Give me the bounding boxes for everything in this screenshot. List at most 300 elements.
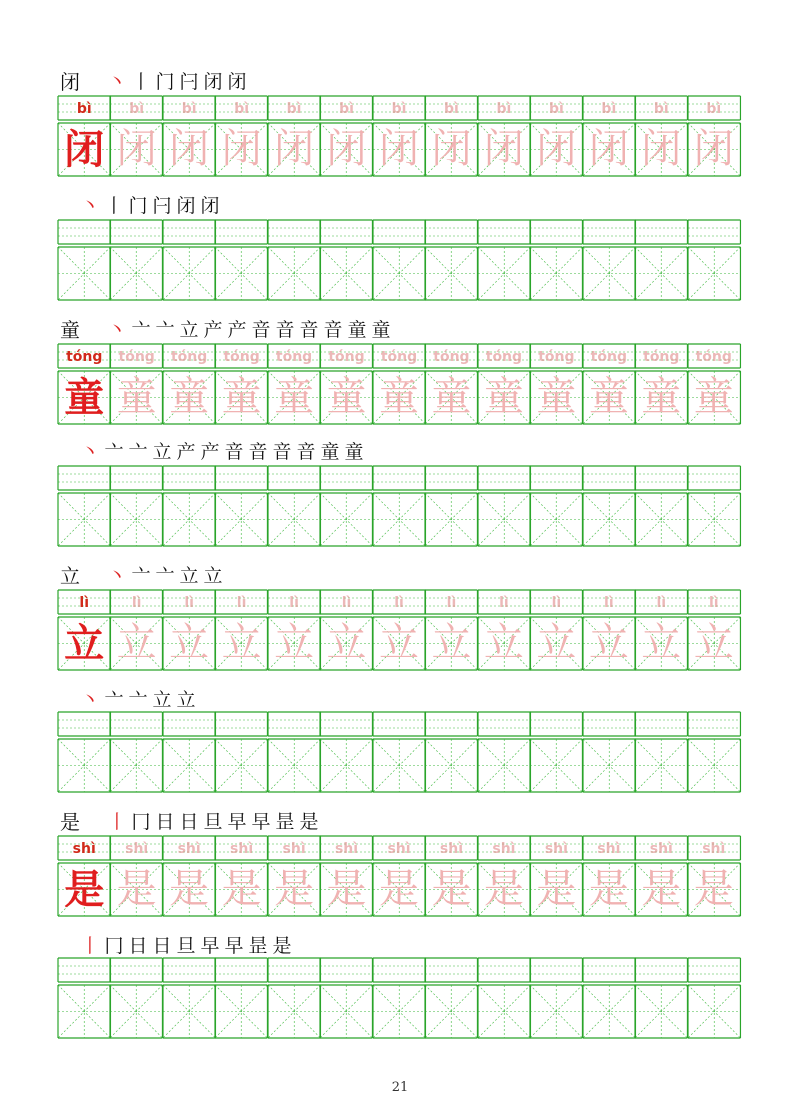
blank-practice-cell[interactable] bbox=[478, 220, 530, 300]
blank-practice-cell[interactable] bbox=[583, 712, 635, 792]
blank-practice-cell[interactable] bbox=[215, 220, 267, 300]
stroke-steps bbox=[107, 70, 247, 94]
stroke-step: 是 bbox=[272, 935, 292, 957]
blank-practice-cell[interactable] bbox=[425, 220, 477, 300]
stroke-steps bbox=[80, 934, 292, 958]
cell-grid-lines bbox=[58, 220, 110, 300]
trace-cell bbox=[530, 344, 582, 424]
blank-practice-cell[interactable] bbox=[320, 958, 372, 1038]
blank-practice-cell[interactable] bbox=[425, 466, 477, 546]
trace-character: 立 bbox=[221, 620, 262, 666]
blank-practice-cell[interactable] bbox=[373, 712, 425, 792]
stroke-step: 闭 bbox=[203, 71, 223, 93]
trace-cell bbox=[425, 96, 477, 176]
pinyin-label: shì bbox=[125, 841, 149, 857]
blank-practice-cell[interactable] bbox=[215, 466, 267, 546]
stroke-step: 丨 bbox=[107, 811, 127, 833]
trace-character: 立 bbox=[116, 620, 157, 666]
pinyin-label: bì bbox=[234, 101, 250, 117]
model-cell bbox=[58, 344, 110, 424]
trace-cell bbox=[268, 590, 320, 670]
pinyin-label: bì bbox=[129, 101, 145, 117]
trace-character: 童 bbox=[169, 374, 210, 420]
stroke-step: 早 bbox=[227, 811, 247, 833]
trace-cell bbox=[110, 590, 162, 670]
stroke-steps bbox=[107, 810, 319, 834]
trace-character: 是 bbox=[431, 866, 472, 912]
blank-practice-cell[interactable] bbox=[110, 466, 162, 546]
pinyin-label: shì bbox=[597, 841, 621, 857]
stroke-step: 立 bbox=[179, 319, 199, 341]
blank-practice-cell[interactable] bbox=[688, 712, 740, 792]
trace-cell bbox=[110, 344, 162, 424]
trace-character: 童 bbox=[693, 374, 734, 420]
trace-character: 是 bbox=[536, 866, 577, 912]
cell-grid-lines bbox=[373, 466, 425, 546]
trace-cell bbox=[635, 590, 687, 670]
blank-practice-cell[interactable] bbox=[478, 958, 530, 1038]
cell-grid-lines bbox=[688, 958, 740, 1038]
cell-grid-lines bbox=[268, 712, 320, 792]
pinyin-label: bì bbox=[76, 101, 92, 117]
cell-grid-lines bbox=[530, 220, 582, 300]
stroke-step: 日 bbox=[128, 935, 148, 957]
cell-grid-lines bbox=[425, 958, 477, 1038]
trace-character: 是 bbox=[693, 866, 734, 912]
stroke-step: 闭 bbox=[176, 195, 196, 217]
stroke-step: 亠 bbox=[104, 441, 124, 463]
trace-character: 是 bbox=[326, 866, 367, 912]
trace-cell bbox=[373, 96, 425, 176]
pinyin-label: shì bbox=[492, 841, 516, 857]
trace-cell bbox=[215, 96, 267, 176]
stroke-step: 旦 bbox=[176, 935, 196, 957]
trace-cell bbox=[425, 590, 477, 670]
cell-grid-lines bbox=[215, 958, 267, 1038]
stroke-step: 亠 bbox=[131, 319, 151, 341]
trace-cell bbox=[583, 836, 635, 916]
pinyin-label: lì bbox=[551, 595, 562, 611]
trace-character: 是 bbox=[116, 866, 157, 912]
pinyin-label: shì bbox=[439, 841, 463, 857]
stroke-step: 丶 bbox=[107, 319, 127, 341]
stroke-step: 是 bbox=[299, 811, 319, 833]
character-label: 闭 bbox=[60, 70, 80, 94]
trace-cell bbox=[478, 590, 530, 670]
trace-character: 是 bbox=[483, 866, 524, 912]
trace-character: 立 bbox=[641, 620, 682, 666]
stroke-step: 音 bbox=[224, 441, 244, 463]
stroke-step: 丶 bbox=[80, 195, 100, 217]
blank-practice-cell[interactable] bbox=[163, 712, 215, 792]
cell-grid-lines bbox=[478, 466, 530, 546]
cell-grid-lines bbox=[688, 466, 740, 546]
trace-cell bbox=[530, 836, 582, 916]
cell-grid-lines bbox=[268, 958, 320, 1038]
stroke-step: 旦 bbox=[203, 811, 223, 833]
trace-cell bbox=[478, 344, 530, 424]
cell-grid-lines bbox=[58, 712, 110, 792]
blank-practice-cell[interactable] bbox=[583, 220, 635, 300]
blank-practice-cell[interactable] bbox=[425, 712, 477, 792]
cell-grid-lines bbox=[373, 220, 425, 300]
stroke-order-line bbox=[60, 312, 760, 342]
trace-character: 闭 bbox=[274, 126, 315, 172]
trace-character: 立 bbox=[326, 620, 367, 666]
model-writing-row bbox=[58, 344, 740, 424]
practice-writing-row bbox=[58, 958, 740, 1038]
blank-practice-cell[interactable] bbox=[268, 712, 320, 792]
trace-character: 是 bbox=[221, 866, 262, 912]
cell-grid-lines bbox=[530, 958, 582, 1038]
stroke-step: 立 bbox=[176, 689, 196, 711]
cell-grid-lines bbox=[583, 958, 635, 1038]
pinyin-label: bì bbox=[444, 101, 459, 117]
trace-character: 立 bbox=[483, 620, 524, 666]
cell-grid-lines bbox=[425, 220, 477, 300]
stroke-step: 昰 bbox=[248, 935, 268, 957]
pinyin-label: lì bbox=[289, 595, 299, 611]
trace-character: 立 bbox=[588, 620, 629, 666]
cell-grid-lines bbox=[688, 220, 740, 300]
trace-cell bbox=[373, 344, 425, 424]
model-character: 童 bbox=[64, 374, 105, 421]
trace-character: 立 bbox=[693, 620, 734, 666]
blank-practice-cell[interactable] bbox=[373, 958, 425, 1038]
pinyin-label: lì bbox=[394, 595, 404, 611]
pinyin-label: tóng bbox=[223, 349, 260, 365]
trace-character: 是 bbox=[588, 866, 629, 912]
trace-character: 闭 bbox=[326, 126, 367, 172]
pinyin-label: lì bbox=[341, 595, 352, 611]
stroke-step: 音 bbox=[323, 319, 343, 341]
trace-cell bbox=[688, 836, 740, 916]
stroke-step: 音 bbox=[272, 441, 292, 463]
stroke-step: 门 bbox=[128, 195, 148, 217]
cell-grid-lines bbox=[688, 712, 740, 792]
trace-cell bbox=[268, 96, 320, 176]
trace-cell bbox=[688, 344, 740, 424]
practice-stroke-order-line bbox=[60, 188, 780, 218]
trace-cell bbox=[163, 96, 215, 176]
stroke-step: 丨 bbox=[104, 195, 124, 217]
cell-grid-lines bbox=[583, 466, 635, 546]
blank-practice-cell[interactable] bbox=[635, 958, 687, 1038]
blank-practice-cell[interactable] bbox=[320, 220, 372, 300]
trace-cell bbox=[635, 96, 687, 176]
stroke-step: 立 bbox=[203, 565, 223, 587]
blank-practice-cell[interactable] bbox=[320, 712, 372, 792]
cell-grid-lines bbox=[478, 958, 530, 1038]
cell-grid-lines bbox=[215, 466, 267, 546]
stroke-step: 丨 bbox=[131, 71, 151, 93]
trace-character: 立 bbox=[536, 620, 577, 666]
blank-practice-cell[interactable] bbox=[583, 958, 635, 1038]
trace-cell bbox=[163, 590, 215, 670]
blank-practice-cell[interactable] bbox=[373, 220, 425, 300]
trace-character: 童 bbox=[431, 374, 472, 420]
trace-character: 立 bbox=[274, 620, 315, 666]
trace-character: 闭 bbox=[116, 126, 157, 172]
stroke-step: 音 bbox=[275, 319, 295, 341]
blank-practice-cell[interactable] bbox=[268, 220, 320, 300]
stroke-step: 日 bbox=[152, 935, 172, 957]
stroke-step: 童 bbox=[371, 319, 391, 341]
stroke-step: 闭 bbox=[200, 195, 220, 217]
model-character: 立 bbox=[64, 620, 105, 667]
trace-character: 立 bbox=[378, 620, 419, 666]
trace-character: 闭 bbox=[221, 126, 262, 172]
stroke-step: 早 bbox=[200, 935, 220, 957]
pinyin-label: lì bbox=[184, 595, 194, 611]
trace-cell bbox=[110, 836, 162, 916]
stroke-step: 亠 bbox=[104, 689, 124, 711]
model-writing-row bbox=[58, 590, 740, 670]
pinyin-label: lì bbox=[708, 595, 719, 611]
pinyin-label: lì bbox=[236, 595, 247, 611]
blank-practice-cell[interactable] bbox=[58, 220, 110, 300]
trace-character: 是 bbox=[274, 866, 315, 912]
trace-character: 童 bbox=[221, 374, 262, 420]
model-character: 是 bbox=[64, 866, 105, 913]
blank-practice-cell[interactable] bbox=[635, 712, 687, 792]
blank-practice-cell[interactable] bbox=[688, 958, 740, 1038]
blank-practice-cell[interactable] bbox=[268, 466, 320, 546]
blank-practice-cell[interactable] bbox=[268, 958, 320, 1038]
trace-character: 立 bbox=[169, 620, 210, 666]
trace-character: 童 bbox=[588, 374, 629, 420]
cell-grid-lines bbox=[163, 220, 215, 300]
stroke-step: 音 bbox=[299, 319, 319, 341]
pinyin-label: bì bbox=[286, 101, 302, 117]
stroke-step: 门 bbox=[155, 71, 175, 93]
pinyin-label: bì bbox=[496, 101, 512, 117]
cell-grid-lines bbox=[320, 712, 372, 792]
stroke-step: 丶 bbox=[80, 441, 100, 463]
stroke-steps bbox=[80, 194, 220, 218]
pinyin-label: tóng bbox=[433, 349, 470, 365]
model-writing-row bbox=[58, 96, 740, 176]
stroke-step: 产 bbox=[227, 319, 247, 341]
trace-character: 是 bbox=[378, 866, 419, 912]
blank-practice-cell[interactable] bbox=[163, 958, 215, 1038]
stroke-step: 丶 bbox=[107, 565, 127, 587]
cell-grid-lines bbox=[58, 958, 110, 1038]
trace-character: 闭 bbox=[641, 126, 682, 172]
trace-character: 闭 bbox=[588, 126, 629, 172]
trace-cell bbox=[425, 836, 477, 916]
stroke-step: 日 bbox=[179, 811, 199, 833]
cell-grid-lines bbox=[215, 220, 267, 300]
pinyin-label: tóng bbox=[695, 349, 732, 365]
cell-grid-lines bbox=[530, 466, 582, 546]
cell-grid-lines bbox=[163, 958, 215, 1038]
stroke-step: 丶 bbox=[107, 71, 127, 93]
blank-practice-cell[interactable] bbox=[58, 466, 110, 546]
trace-character: 闭 bbox=[536, 126, 577, 172]
stroke-steps bbox=[107, 564, 223, 588]
blank-practice-cell[interactable] bbox=[163, 466, 215, 546]
cell-grid-lines bbox=[478, 712, 530, 792]
cell-grid-lines bbox=[635, 712, 687, 792]
trace-cell bbox=[478, 836, 530, 916]
blank-practice-cell[interactable] bbox=[635, 220, 687, 300]
blank-practice-cell[interactable] bbox=[110, 220, 162, 300]
stroke-step: 冂 bbox=[104, 935, 124, 957]
trace-cell bbox=[688, 96, 740, 176]
stroke-steps bbox=[80, 440, 364, 464]
character-label: 立 bbox=[60, 564, 80, 588]
stroke-order-line bbox=[60, 64, 760, 94]
trace-cell bbox=[215, 836, 267, 916]
blank-practice-cell[interactable] bbox=[688, 220, 740, 300]
stroke-step: 童 bbox=[344, 441, 364, 463]
stroke-step: 昰 bbox=[275, 811, 295, 833]
cell-grid-lines bbox=[425, 466, 477, 546]
trace-character: 闭 bbox=[169, 126, 210, 172]
trace-character: 童 bbox=[378, 374, 419, 420]
trace-character: 童 bbox=[641, 374, 682, 420]
cell-grid-lines bbox=[110, 466, 162, 546]
pinyin-label: lì bbox=[604, 595, 614, 611]
trace-cell bbox=[110, 96, 162, 176]
pinyin-label: lì bbox=[446, 595, 457, 611]
trace-character: 闭 bbox=[693, 126, 734, 172]
trace-character: 童 bbox=[274, 374, 315, 420]
trace-cell bbox=[373, 590, 425, 670]
blank-practice-cell[interactable] bbox=[320, 466, 372, 546]
blank-practice-cell[interactable] bbox=[530, 712, 582, 792]
cell-grid-lines bbox=[583, 220, 635, 300]
pinyin-label: shì bbox=[649, 841, 673, 857]
cell-grid-lines bbox=[163, 712, 215, 792]
character-label: 童 bbox=[60, 318, 80, 342]
cell-grid-lines bbox=[635, 958, 687, 1038]
stroke-step: 产 bbox=[200, 441, 220, 463]
pinyin-label: shì bbox=[230, 841, 254, 857]
trace-character: 闭 bbox=[483, 126, 524, 172]
trace-character: 闭 bbox=[431, 126, 472, 172]
stroke-step: 音 bbox=[296, 441, 316, 463]
stroke-step: 早 bbox=[251, 811, 271, 833]
trace-character: 闭 bbox=[378, 126, 419, 172]
stroke-step: 冂 bbox=[131, 811, 151, 833]
practice-writing-row bbox=[58, 712, 740, 792]
trace-cell bbox=[215, 590, 267, 670]
trace-character: 立 bbox=[431, 620, 472, 666]
blank-practice-cell[interactable] bbox=[688, 466, 740, 546]
cell-grid-lines bbox=[215, 712, 267, 792]
trace-cell bbox=[268, 836, 320, 916]
practice-writing-row bbox=[58, 466, 740, 546]
stroke-steps bbox=[80, 688, 196, 712]
pinyin-label: bì bbox=[706, 101, 722, 117]
blank-practice-cell[interactable] bbox=[110, 712, 162, 792]
trace-cell bbox=[530, 96, 582, 176]
pinyin-label: tóng bbox=[275, 349, 313, 365]
blank-practice-cell[interactable] bbox=[425, 958, 477, 1038]
cell-grid-lines bbox=[583, 712, 635, 792]
cell-grid-lines bbox=[635, 466, 687, 546]
pinyin-label: lì bbox=[131, 595, 142, 611]
stroke-steps bbox=[107, 318, 391, 342]
blank-practice-cell[interactable] bbox=[215, 712, 267, 792]
model-cell bbox=[58, 590, 110, 670]
cell-grid-lines bbox=[320, 958, 372, 1038]
blank-practice-cell[interactable] bbox=[58, 712, 110, 792]
pinyin-label: tóng bbox=[643, 349, 680, 365]
model-writing-row bbox=[58, 836, 740, 916]
pinyin-label: tóng bbox=[170, 349, 208, 365]
pinyin-label: tóng bbox=[590, 349, 627, 365]
stroke-step: 亠 bbox=[155, 565, 175, 587]
pinyin-label: tóng bbox=[118, 349, 155, 365]
cell-grid-lines bbox=[373, 712, 425, 792]
cell-grid-lines bbox=[58, 466, 110, 546]
blank-practice-cell[interactable] bbox=[530, 958, 582, 1038]
blank-practice-cell[interactable] bbox=[163, 220, 215, 300]
trace-cell bbox=[530, 590, 582, 670]
trace-cell bbox=[478, 96, 530, 176]
pinyin-label: tóng bbox=[485, 349, 523, 365]
blank-practice-cell[interactable] bbox=[478, 466, 530, 546]
blank-practice-cell[interactable] bbox=[478, 712, 530, 792]
blank-practice-cell[interactable] bbox=[215, 958, 267, 1038]
pinyin-label: bì bbox=[601, 101, 617, 117]
pinyin-label: bì bbox=[391, 101, 407, 117]
stroke-step: 童 bbox=[347, 319, 367, 341]
blank-practice-cell[interactable] bbox=[583, 466, 635, 546]
stroke-step: 产 bbox=[176, 441, 196, 463]
blank-practice-cell[interactable] bbox=[373, 466, 425, 546]
stroke-step: 亠 bbox=[128, 689, 148, 711]
pinyin-label: tóng bbox=[538, 349, 575, 365]
stroke-step: 亠 bbox=[128, 441, 148, 463]
pinyin-label: shì bbox=[702, 841, 726, 857]
trace-cell bbox=[320, 344, 372, 424]
pinyin-label: shì bbox=[72, 841, 96, 857]
model-character: 闭 bbox=[64, 126, 105, 173]
model-cell bbox=[58, 836, 110, 916]
pinyin-label: shì bbox=[282, 841, 306, 857]
blank-practice-cell[interactable] bbox=[530, 466, 582, 546]
blank-practice-cell[interactable] bbox=[110, 958, 162, 1038]
trace-cell bbox=[320, 590, 372, 670]
page-number: 21 bbox=[391, 1080, 409, 1095]
blank-practice-cell[interactable] bbox=[530, 220, 582, 300]
practice-stroke-order-line bbox=[60, 434, 780, 464]
stroke-step: 早 bbox=[224, 935, 244, 957]
stroke-step: 产 bbox=[203, 319, 223, 341]
model-cell bbox=[58, 96, 110, 176]
blank-practice-cell[interactable] bbox=[58, 958, 110, 1038]
trace-character: 童 bbox=[536, 374, 577, 420]
pinyin-label: bì bbox=[339, 101, 354, 117]
practice-stroke-order-line bbox=[60, 682, 780, 712]
pinyin-label: shì bbox=[177, 841, 201, 857]
trace-cell bbox=[320, 836, 372, 916]
stroke-step: 立 bbox=[152, 689, 172, 711]
pinyin-label: bì bbox=[548, 101, 564, 117]
blank-practice-cell[interactable] bbox=[635, 466, 687, 546]
cell-grid-lines bbox=[320, 220, 372, 300]
stroke-step: 童 bbox=[320, 441, 340, 463]
trace-cell bbox=[163, 836, 215, 916]
trace-character: 是 bbox=[169, 866, 210, 912]
stroke-step: 音 bbox=[251, 319, 271, 341]
pinyin-label: shì bbox=[387, 841, 411, 857]
stroke-step: 丨 bbox=[80, 935, 100, 957]
